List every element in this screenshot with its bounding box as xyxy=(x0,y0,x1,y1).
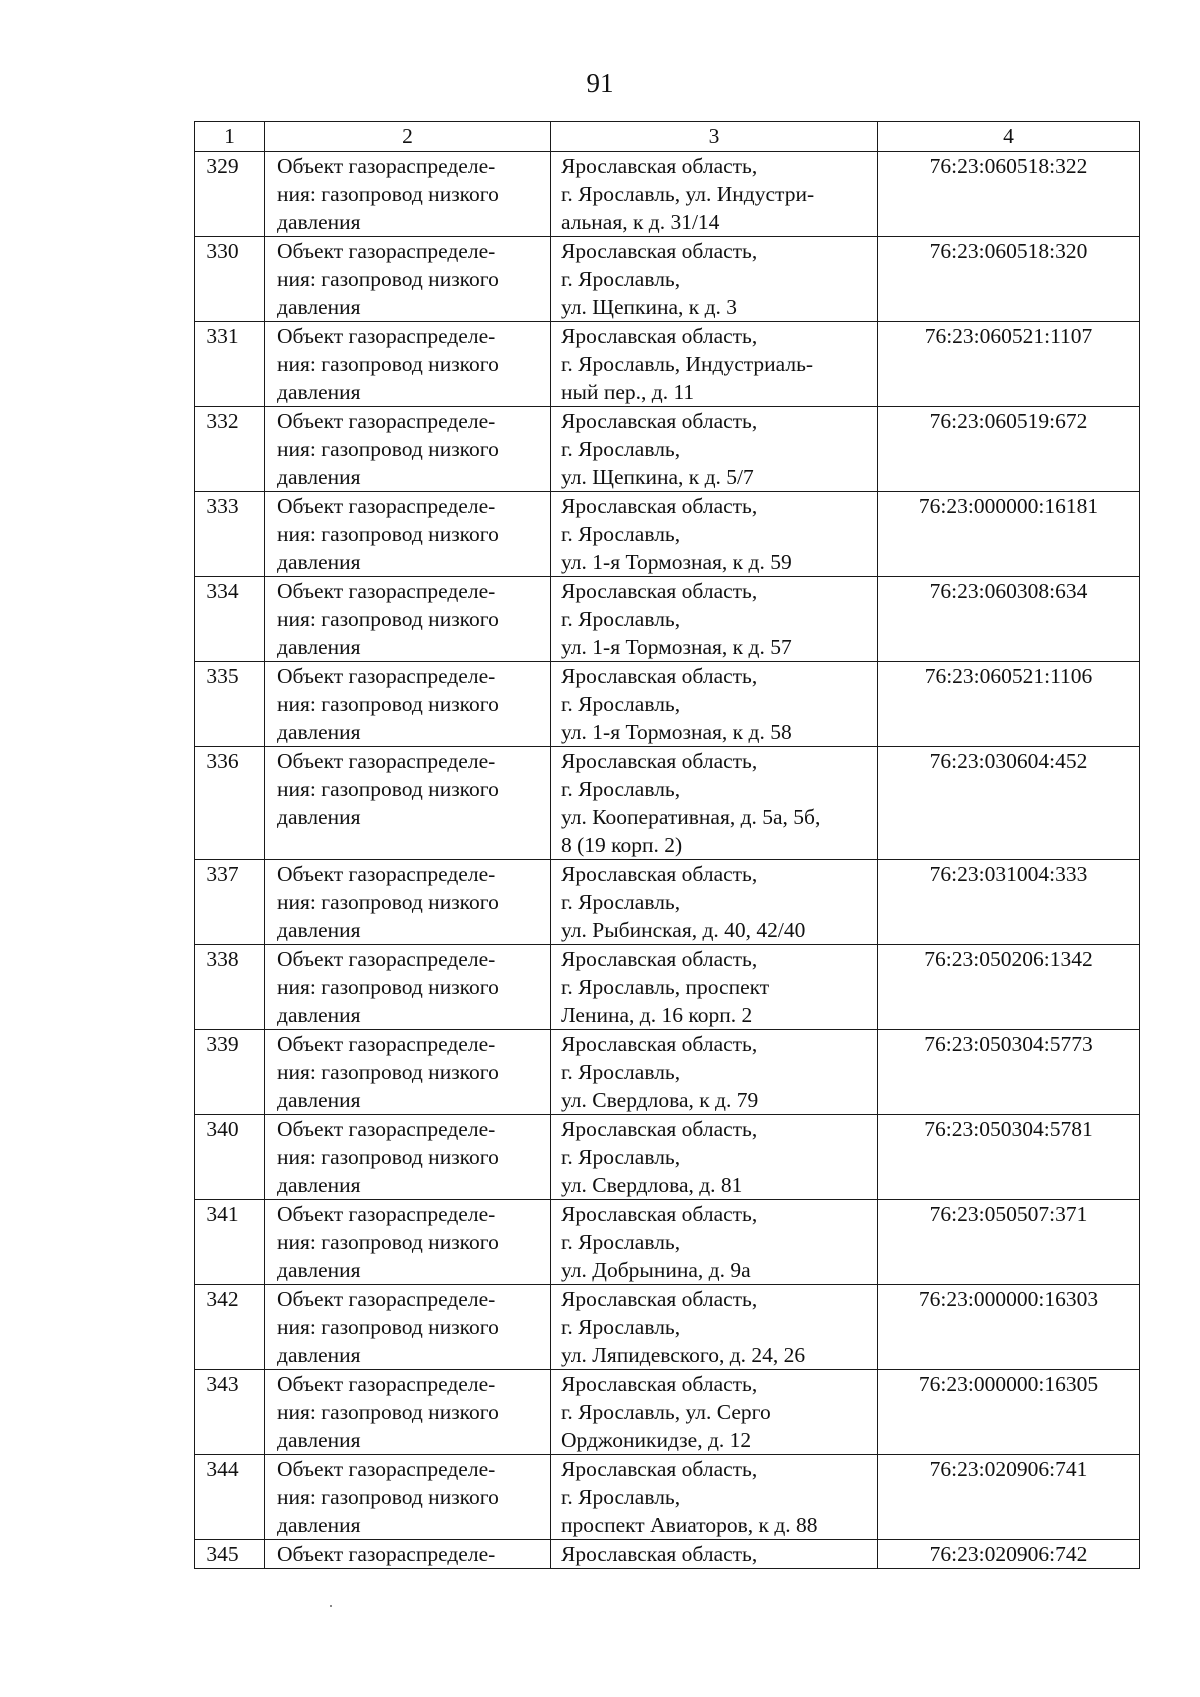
cell-row-number: 335 xyxy=(195,662,265,747)
cell-object-name: Объект газораспределе- ния: газопровод низкого давления xyxy=(265,237,551,322)
cell-cadastral-number: 76:23:060521:1106 xyxy=(878,662,1140,747)
cell-cadastral-number: 76:23:000000:16303 xyxy=(878,1285,1140,1370)
cell-address: Ярославская область, г. Ярославль, ул. 1-я Тормозная, к д. 57 xyxy=(551,577,878,662)
table-row xyxy=(195,747,1140,860)
cell-row-number: 334 xyxy=(195,577,265,662)
cell-address: Ярославская область, г. Ярославль, проспект Авиаторов, к д. 88 xyxy=(551,1455,878,1540)
page-number: 91 xyxy=(586,68,614,98)
cell-row-number: 344 xyxy=(195,1455,265,1540)
cell-address: Ярославская область, г. Ярославль, ул. Индустри- альная, к д. 31/14 xyxy=(551,152,878,237)
cell-object-name: Объект газораспределе- ния: газопровод низкого давления xyxy=(265,492,551,577)
scan-speck xyxy=(330,1605,332,1607)
cell-cadastral-number: 76:23:060518:320 xyxy=(878,237,1140,322)
cell-object-name: Объект газораспределе- ния: газопровод низкого давления xyxy=(265,1285,551,1370)
table-header-row xyxy=(195,122,1140,152)
cell-cadastral-number: 76:23:000000:16181 xyxy=(878,492,1140,577)
cell-object-name: Объект газораспределе- ния: газопровод низкого давления xyxy=(265,322,551,407)
cell-object-name: Объект газораспределе- ния: газопровод низкого давления xyxy=(265,662,551,747)
cell-address: Ярославская область, г. Ярославль, ул. Щепкина, к д. 3 xyxy=(551,237,878,322)
cell-row-number: 330 xyxy=(195,237,265,322)
cell-row-number: 343 xyxy=(195,1370,265,1455)
cell-cadastral-number: 76:23:020906:742 xyxy=(878,1540,1140,1569)
cell-row-number: 331 xyxy=(195,322,265,407)
table-row xyxy=(195,1030,1140,1115)
table-row xyxy=(195,577,1140,662)
cell-object-name: Объект газораспределе- ния: газопровод низкого давления xyxy=(265,1030,551,1115)
cell-cadastral-number: 76:23:020906:741 xyxy=(878,1455,1140,1540)
column-header-address: 3 xyxy=(551,122,878,152)
cell-cadastral-number: 76:23:060518:322 xyxy=(878,152,1140,237)
table-row xyxy=(195,1455,1140,1540)
cell-cadastral-number: 76:23:030604:452 xyxy=(878,747,1140,860)
cell-address: Ярославская область, г. Ярославль, проспект Ленина, д. 16 корп. 2 xyxy=(551,945,878,1030)
cell-cadastral-number: 76:23:060521:1107 xyxy=(878,322,1140,407)
cell-cadastral-number: 76:23:031004:333 xyxy=(878,860,1140,945)
cell-cadastral-number: 76:23:000000:16305 xyxy=(878,1370,1140,1455)
cell-row-number: 339 xyxy=(195,1030,265,1115)
table-row xyxy=(195,1370,1140,1455)
table-row xyxy=(195,1540,1140,1569)
table-row xyxy=(195,1200,1140,1285)
cell-object-name: Объект газораспределе- ния: газопровод низкого давления xyxy=(265,407,551,492)
cell-row-number: 342 xyxy=(195,1285,265,1370)
cell-object-name: Объект газораспределе- ния: газопровод низкого давления xyxy=(265,1200,551,1285)
table-row xyxy=(195,1285,1140,1370)
column-header-number: 1 xyxy=(195,122,265,152)
cell-object-name: Объект газораспределе- ния: газопровод низкого давления xyxy=(265,1370,551,1455)
cell-cadastral-number: 76:23:050507:371 xyxy=(878,1200,1140,1285)
cell-address: Ярославская область, г. Ярославль, ул. Свердлова, к д. 79 xyxy=(551,1030,878,1115)
cell-address: Ярославская область, г. Ярославль, ул. Рыбинская, д. 40, 42/40 xyxy=(551,860,878,945)
cell-address: Ярославская область, г. Ярославль, Индустриаль- ный пер., д. 11 xyxy=(551,322,878,407)
cell-row-number: 340 xyxy=(195,1115,265,1200)
cell-address: Ярославская область, г. Ярославль, ул. Свердлова, д. 81 xyxy=(551,1115,878,1200)
table-row xyxy=(195,662,1140,747)
cell-row-number: 341 xyxy=(195,1200,265,1285)
cell-row-number: 336 xyxy=(195,747,265,860)
cell-row-number: 333 xyxy=(195,492,265,577)
cell-row-number: 337 xyxy=(195,860,265,945)
table-row xyxy=(195,407,1140,492)
registry-table-body xyxy=(195,122,1140,1569)
table-row xyxy=(195,152,1140,237)
cell-address: Ярославская область, г. Ярославль, ул. 1-я Тормозная, к д. 59 xyxy=(551,492,878,577)
cell-cadastral-number: 76:23:050304:5773 xyxy=(878,1030,1140,1115)
cell-object-name: Объект газораспределе- ния: газопровод низкого давления xyxy=(265,1455,551,1540)
cell-cadastral-number: 76:23:060308:634 xyxy=(878,577,1140,662)
table-row xyxy=(195,1115,1140,1200)
table-row xyxy=(195,492,1140,577)
cell-address: Ярославская область, xyxy=(551,1540,878,1569)
cell-cadastral-number: 76:23:050304:5781 xyxy=(878,1115,1140,1200)
cell-object-name: Объект газораспределе- ния: газопровод низкого давления xyxy=(265,747,551,860)
cell-address: Ярославская область, г. Ярославль, ул. Кооперативная, д. 5а, 5б, 8 (19 корп. 2) xyxy=(551,747,878,860)
cell-object-name: Объект газораспределе- xyxy=(265,1540,551,1569)
cell-address: Ярославская область, г. Ярославль, ул. Серго Орджоникидзе, д. 12 xyxy=(551,1370,878,1455)
cell-cadastral-number: 76:23:060519:672 xyxy=(878,407,1140,492)
cell-address: Ярославская область, г. Ярославль, ул. Щепкина, к д. 5/7 xyxy=(551,407,878,492)
cell-cadastral-number: 76:23:050206:1342 xyxy=(878,945,1140,1030)
table-row xyxy=(195,237,1140,322)
table-row xyxy=(195,322,1140,407)
cell-object-name: Объект газораспределе- ния: газопровод низкого давления xyxy=(265,577,551,662)
cell-object-name: Объект газораспределе- ния: газопровод низкого давления xyxy=(265,152,551,237)
cell-row-number: 332 xyxy=(195,407,265,492)
cell-row-number: 329 xyxy=(195,152,265,237)
column-header-cadastral: 4 xyxy=(878,122,1140,152)
cell-object-name: Объект газораспределе- ния: газопровод низкого давления xyxy=(265,860,551,945)
table-row xyxy=(195,945,1140,1030)
cell-row-number: 345 xyxy=(195,1540,265,1569)
registry-table xyxy=(194,121,1140,1569)
column-header-object: 2 xyxy=(265,122,551,152)
cell-object-name: Объект газораспределе- ния: газопровод низкого давления xyxy=(265,1115,551,1200)
cell-address: Ярославская область, г. Ярославль, ул. 1-я Тормозная, к д. 58 xyxy=(551,662,878,747)
table-row xyxy=(195,860,1140,945)
cell-address: Ярославская область, г. Ярославль, ул. Ляпидевского, д. 24, 26 xyxy=(551,1285,878,1370)
cell-row-number: 338 xyxy=(195,945,265,1030)
cell-address: Ярославская область, г. Ярославль, ул. Добрынина, д. 9а xyxy=(551,1200,878,1285)
cell-object-name: Объект газораспределе- ния: газопровод низкого давления xyxy=(265,945,551,1030)
